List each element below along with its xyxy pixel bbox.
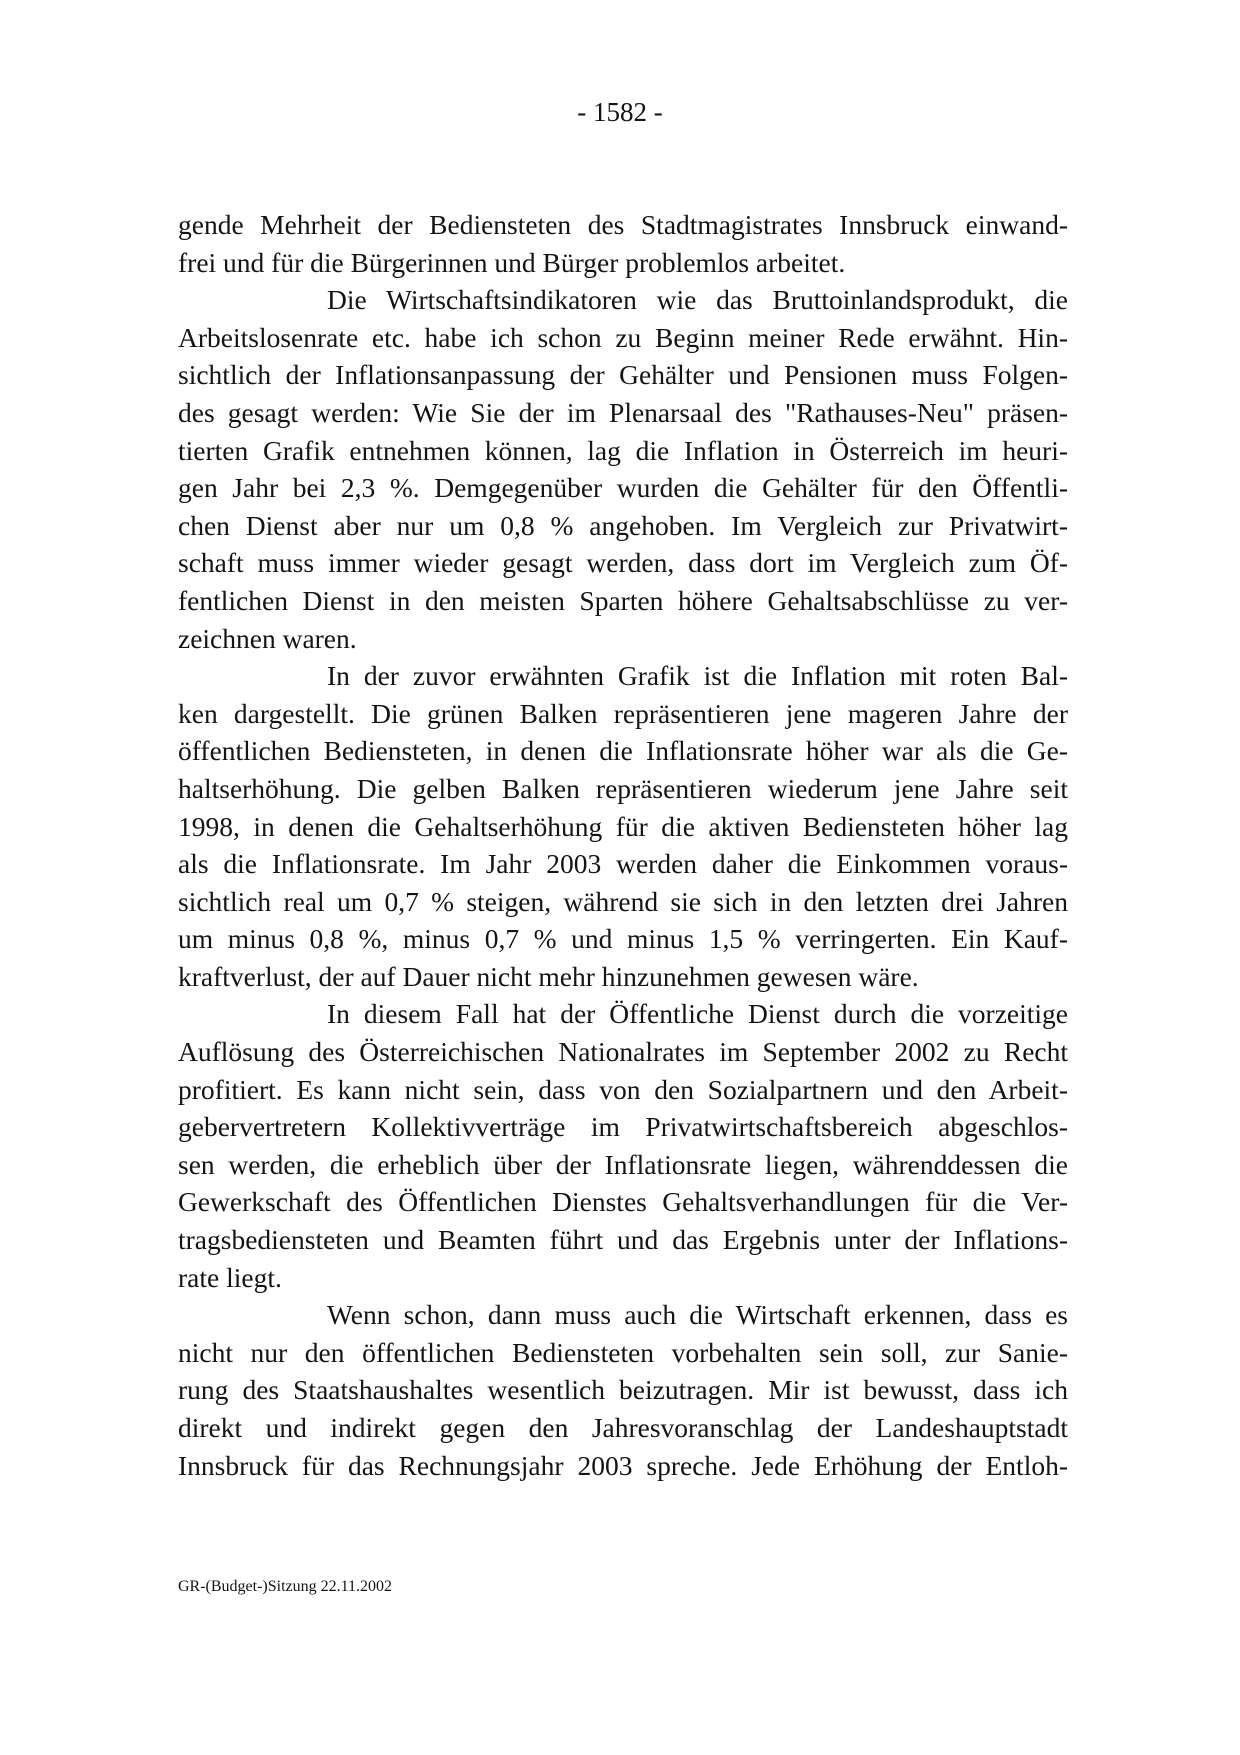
text-line: gen Jahr bei 2,3 %. Demgegenüber wurden die Gehälter für den Öffentli- (178, 472, 1068, 504)
text-line: sichtlich der Inflationsanpassung der Gehälter und Pensionen muss Folgen- (178, 359, 1068, 391)
text-line: haltserhöhung. Die gelben Balken repräsentieren wiederum jene Jahre seit (178, 772, 1068, 804)
text-line: schaft muss immer wieder gesagt werden, dass dort im Vergleich zum Öf- (178, 547, 1068, 579)
text-line: öffentlichen Bediensteten, in denen die Inflationsrate höher war als die Ge- (178, 735, 1068, 767)
text-line: 1998, in denen die Gehaltserhöhung für die aktiven Bediensteten höher lag (178, 810, 1068, 842)
text-line: Innsbruck für das Rechnungsjahr 2003 spreche. Jede Erhöhung der Entloh- (178, 1449, 1068, 1481)
text-line: gebervertretern Kollektivverträge im Privatwirtschaftsbereich abgeschlos- (178, 1111, 1068, 1143)
text-line: fentlichen Dienst in den meisten Sparten höhere Gehaltsabschlüsse zu ver- (178, 584, 1068, 616)
text-line: kraftverlust, der auf Dauer nicht mehr hinzunehmen gewesen wäre. (178, 960, 919, 992)
footer-session-date: GR-(Budget-)Sitzung 22.11.2002 (178, 1578, 393, 1595)
text-line: chen Dienst aber nur um 0,8 % angehoben. Im Vergleich zur Privatwirt- (178, 509, 1068, 541)
text-line: In diesem Fall hat der Öffentliche Dienst durch die vorzeitige (327, 998, 1068, 1030)
text-line: Die Wirtschaftsindikatoren wie das Bruttoinlandsprodukt, die (327, 284, 1068, 316)
text-line: zeichnen waren. (178, 622, 357, 654)
text-line: direkt und indirekt gegen den Jahresvoranschlag der Landeshauptstadt (178, 1412, 1068, 1443)
text-line: Auflösung des Österreichischen Nationalrates im September 2002 zu Recht (178, 1036, 1068, 1068)
text-line: Arbeitslosenrate etc. habe ich schon zu Beginn meiner Rede erwähnt. Hin- (178, 321, 1068, 353)
text-line: als die Inflationsrate. Im Jahr 2003 werden daher die Einkommen voraus- (178, 848, 1068, 880)
text-line: tierten Grafik entnehmen können, lag die Inflation in Österreich im heuri- (178, 434, 1068, 466)
text-line: Wenn schon, dann muss auch die Wirtschaft erkennen, dass es (327, 1299, 1068, 1331)
text-line: sichtlich real um 0,7 % steigen, während sie sich in den letzten drei Jahren (178, 885, 1068, 917)
text-line: ken dargestellt. Die grünen Balken repräsentieren jene mageren Jahre der (178, 697, 1068, 729)
text-line: rung des Staatshaushaltes wesentlich beizutragen. Mir ist bewusst, dass ich (178, 1374, 1068, 1406)
text-line: profitiert. Es kann nicht sein, dass von den Sozialpartnern und den Arbeit- (178, 1073, 1068, 1105)
text-line: tragsbediensteten und Beamten führt und das Ergebnis unter der Inflations- (178, 1224, 1068, 1256)
text-line: frei und für die Bürgerinnen und Bürger problemlos arbeitet. (178, 246, 846, 278)
page-number: - 1582 - (577, 97, 663, 127)
body-text (178, 206, 1068, 1484)
text-line: rate liegt. (178, 1261, 282, 1293)
text-line: des gesagt werden: Wie Sie der im Plenarsaal des "Rathauses-Neu" präsen- (178, 396, 1068, 428)
text-line: sen werden, die erheblich über der Inflationsrate liegen, währenddessen die (178, 1148, 1068, 1180)
text-line: nicht nur den öffentlichen Bediensteten vorbehalten sein soll, zur Sanie- (178, 1336, 1068, 1368)
text-line: In der zuvor erwähnten Grafik ist die Inflation mit roten Bal- (327, 660, 1068, 692)
text-line: Gewerkschaft des Öffentlichen Dienstes Gehaltsverhandlungen für die Ver- (178, 1186, 1068, 1218)
text-line: gende Mehrheit der Bediensteten des Stadtmagistrates Innsbruck einwand- (178, 209, 1068, 240)
text-line: um minus 0,8 %, minus 0,7 % und minus 1,5 % verringerten. Ein Kauf- (178, 923, 1068, 955)
